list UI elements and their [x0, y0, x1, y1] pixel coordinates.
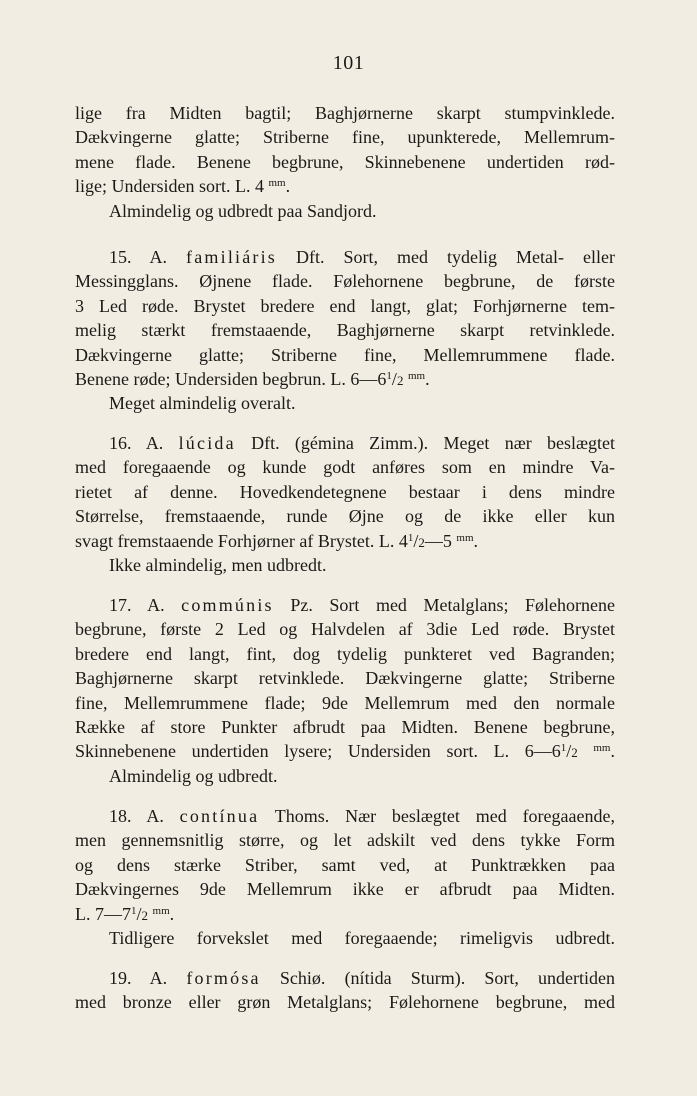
text-line: Baghjørnerne skarpt retvinklede. Dækvingerne glatte; Striberne: [75, 668, 615, 689]
text-line: rietet af denne. Hovedkendetegnene bestaar i dens mindre: [75, 481, 615, 502]
entry-heading-line: 15. A. familiáris Dft. Sort, med tydelig Metal- eller: [109, 247, 616, 267]
size-line: Benene røde; Undersiden begbrun. L. $6—6^1/2$ $^{mm}$.: [75, 368, 430, 389]
genus: A.: [149, 247, 168, 267]
species-name: formósa: [186, 968, 261, 988]
text-line: Dækvingerne glatte; Striberne fine, upunkterede, Mellemrum-: [75, 127, 615, 148]
size-line: lige; Undersiden sort. L. 4 $^{mm}$.: [75, 176, 291, 197]
genus: A.: [147, 595, 165, 615]
occurrence-note: Almindelig og udbredt.: [109, 765, 278, 786]
species-entry-17: [75, 593, 615, 788]
occurrence-note: Ikke almindelig, men udbredt.: [109, 554, 327, 575]
occurrence-note: Meget almindelig overalt.: [109, 393, 296, 414]
text-line: med foregaaende og kunde godt anføres som en mindre Va-: [75, 457, 615, 478]
unit-mm: mm: [407, 369, 426, 382]
species-entry-18: [75, 804, 615, 950]
entry-heading-line: 18. A. contínua Thoms. Nær beslægtet med foregaaende,: [109, 806, 616, 826]
size-line: L. $7—7^1/2$ $^{mm}$.: [75, 903, 175, 924]
size-line: Skinnebenene undertiden lysere; Undersiden sort. L. $6—6^1/2$ $^{mm}$.: [75, 741, 615, 762]
text-line: melig stærkt fremstaaende, Baghjørnerne skarpt retvinklede.: [75, 320, 615, 341]
entry-heading-line: 17. A. commúnis Pz. Sort med Metalglans; Følehornene: [109, 595, 616, 615]
species-entry-15: [75, 245, 615, 416]
text-line: mene flade. Benene begbrune, Skinnebenene undertiden rød-: [75, 151, 615, 172]
text-line: 3 Led røde. Brystet bredere end langt, glat; Forhjørnerne tem-: [75, 295, 615, 316]
occurrence-note: Almindelig og udbredt paa Sandjord.: [109, 200, 377, 221]
entry-number: 15.: [109, 247, 132, 267]
species-entry-16: [75, 431, 615, 577]
text-line: Messingglans. Øjnene flade. Følehornene begbrune, de første: [75, 271, 615, 292]
species-entry-19: [75, 966, 615, 1015]
text-line: fine, Mellemrummene flade; 9de Mellemrum med den normale: [75, 692, 615, 713]
text-line: men gennemsnitlig større, og let adskilt ved dens tykke Form: [75, 830, 615, 851]
page-number: 101: [332, 52, 365, 74]
species-name: familiáris: [186, 247, 278, 267]
entry-number: 19.: [109, 968, 132, 988]
entry-heading-line: 16. A. lúcida Dft. (gémina Zimm.). Meget nær beslægtet: [109, 433, 616, 453]
intro-paragraph: [75, 101, 615, 223]
size-line: svagt fremstaaende Forhjørner af Brystet. L. $4^1/2—5$ $^{mm}$.: [75, 530, 479, 551]
text-line: og dens stærke Striber, samt ved, at Punktrækken paa: [75, 854, 615, 875]
entry-number: 17.: [109, 595, 132, 615]
text-line: Dækvingerne glatte; Striberne fine, Mellemrummene flade.: [75, 344, 615, 365]
text-line: Række af store Punkter afbrudt paa Midten. Benene begbrune,: [75, 716, 615, 737]
genus: A.: [146, 806, 164, 826]
species-name: lúcida: [178, 433, 236, 453]
text-line: med bronze eller grøn Metalglans; Følehornene begbrune, med: [75, 992, 615, 1013]
text-line: lige fra Midten bagtil; Baghjørnerne skarpt stumpvinklede.: [75, 103, 615, 123]
text-line: begbrune, første 2 Led og Halvdelen af 3die Led røde. Brystet: [75, 619, 615, 640]
text-line: Størrelse, fremstaaende, runde Øjne og de ikke eller kun: [75, 506, 615, 527]
species-name: commúnis: [181, 595, 274, 615]
genus: A.: [145, 433, 164, 453]
text-line: Dækvingernes 9de Mellemrum ikke er afbrudt paa Midten.: [75, 879, 615, 900]
unit-mm: mm: [152, 904, 170, 917]
genus: A.: [149, 968, 168, 988]
occurrence-note: Tidligere forvekslet med foregaaende; rimeligvis udbredt.: [109, 927, 615, 948]
text-line: bredere end langt, fint, dog tydelig punkteret ved Bagranden;: [75, 643, 615, 664]
entry-heading-line: 19. A. formósa Schiø. (nítida Sturm). Sort, undertiden: [109, 968, 616, 988]
unit-mm: mm: [456, 531, 474, 544]
species-name: contínua: [179, 806, 260, 826]
unit-mm: mm: [268, 177, 286, 190]
entry-number: 16.: [109, 433, 132, 453]
entry-number: 18.: [109, 806, 132, 826]
unit-mm: mm: [593, 742, 611, 755]
